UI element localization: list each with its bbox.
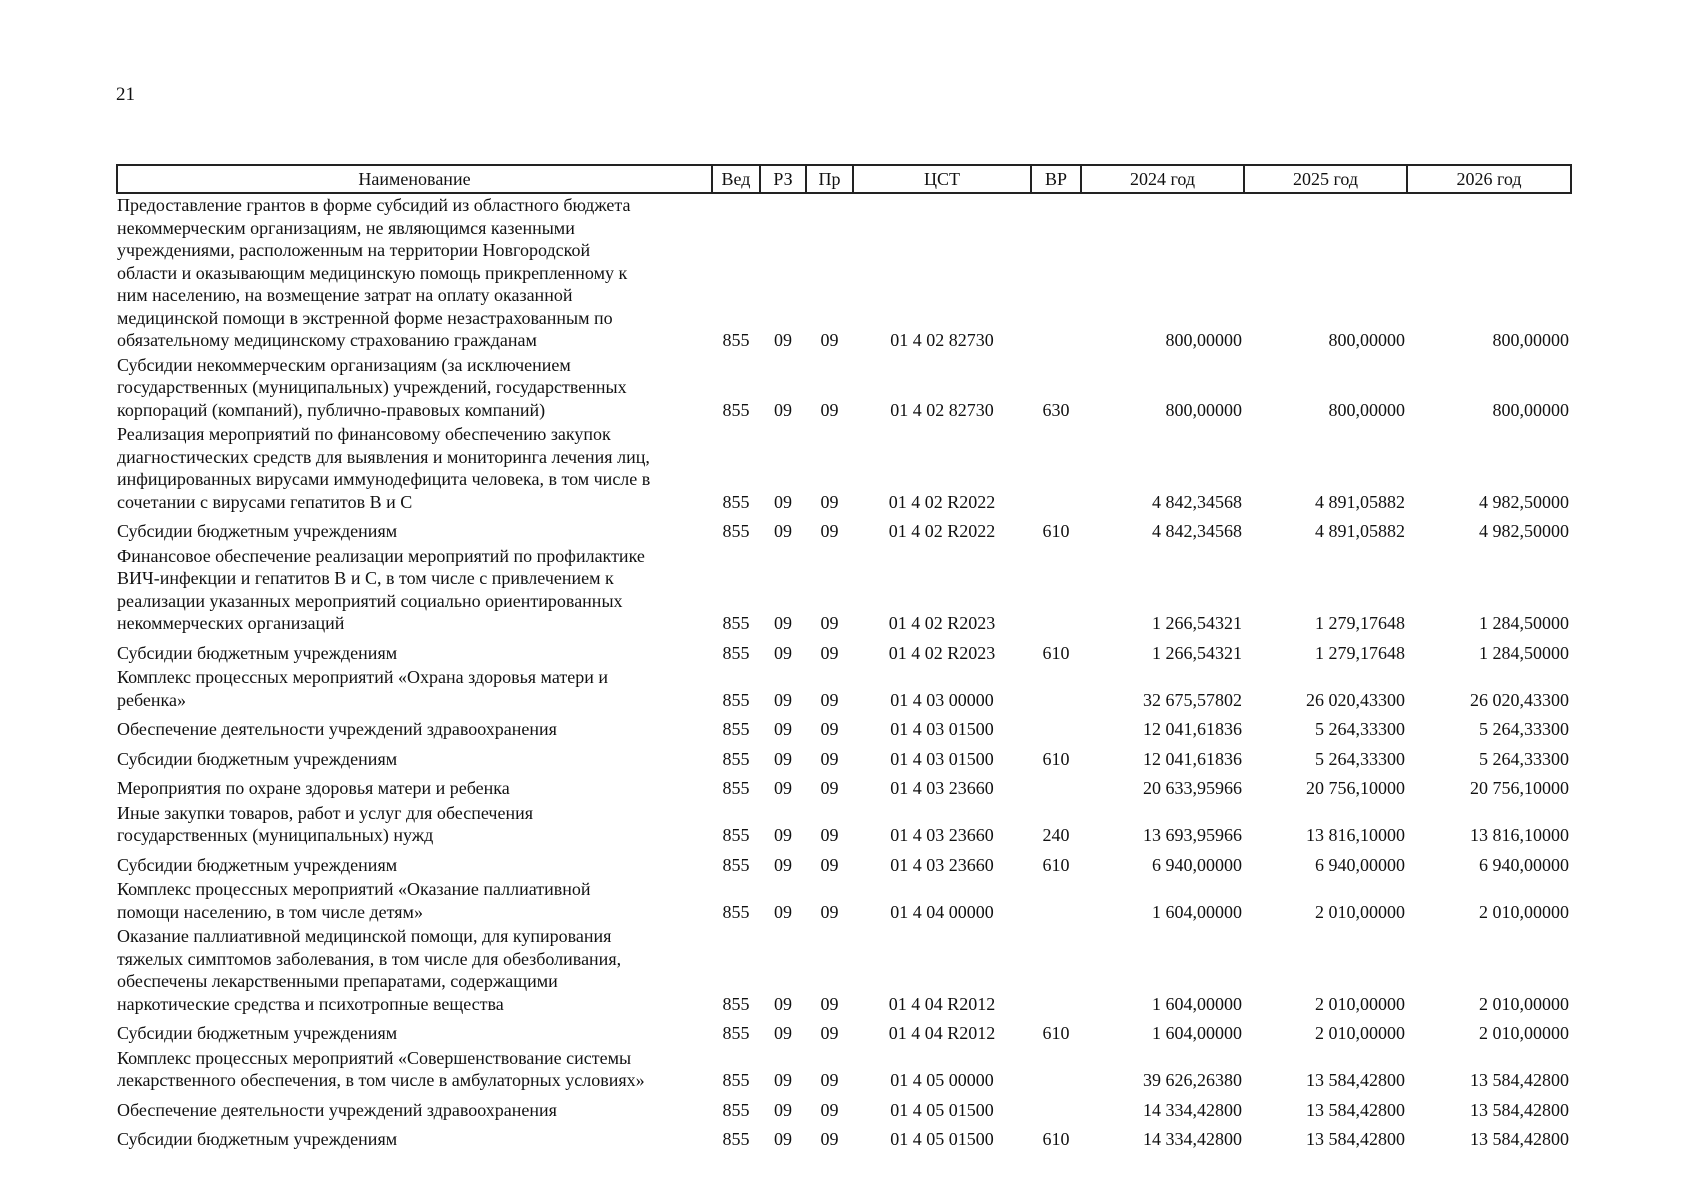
row-name-text: Субсидии бюджетным учреждениям xyxy=(117,748,398,769)
row-pr: 09 xyxy=(820,491,839,512)
row-2025-amount: 13 584,42800 xyxy=(1306,1070,1405,1090)
table-row xyxy=(117,713,1571,743)
row-ved: 855 xyxy=(722,642,750,663)
row-name xyxy=(117,637,712,667)
row-name xyxy=(117,545,712,637)
row-pr: 09 xyxy=(820,854,839,875)
header-ved: Вед xyxy=(712,165,760,193)
row-ved: 855 xyxy=(722,854,750,875)
header-vr: ВР xyxy=(1031,165,1081,193)
row-2026-amount: 6 940,00000 xyxy=(1479,854,1569,875)
row-name xyxy=(117,193,712,354)
row-ved: 855 xyxy=(722,491,750,512)
row-2025-amount: 2 010,00000 xyxy=(1315,901,1405,922)
row-rz: 09 xyxy=(774,1099,792,1120)
row-name-text: Реализация мероприятий по финансовому обеспечению закупок диагностических средств для выявления и мониторинга лечения лиц, инфицированных вирусами иммунодефицита человека, в том числе в сочетании с вирусами гепатитов В и С xyxy=(117,424,651,512)
header-2024: 2024 год xyxy=(1081,165,1244,193)
row-2025-amount: 13 584,42800 xyxy=(1306,1129,1405,1149)
row-rz: 09 xyxy=(774,993,792,1014)
row-ved: 855 xyxy=(722,1129,750,1149)
row-pr: 09 xyxy=(820,825,839,845)
row-cst: 01 4 03 23660 xyxy=(890,778,994,798)
row-rz: 09 xyxy=(774,491,792,512)
row-name-text: Предоставление грантов в форме субсидий из областного бюджета некоммерческим организациям, не являющимся казенными учреждениями, расположенным на территории Новгородской области и оказывающим медицинскую помощь прикрепленному к ним населению, на возмещение затрат на оплату оказанной медицинской помощи в экстренной форме незастрахованным по обязательному медицинскому страхованию гражданам xyxy=(117,195,631,350)
page-number: 21 xyxy=(116,84,135,105)
row-2025-amount: 1 279,17648 xyxy=(1315,613,1405,633)
row-cst: 01 4 02 R2023 xyxy=(888,642,996,663)
table-row xyxy=(117,1094,1571,1124)
row-ved: 855 xyxy=(722,399,750,420)
row-pr: 09 xyxy=(820,901,839,922)
row-rz: 09 xyxy=(774,748,792,769)
row-name xyxy=(117,743,712,773)
row-pr: 09 xyxy=(820,521,839,541)
row-cst: 01 4 03 23660 xyxy=(890,854,994,875)
table-row xyxy=(117,1047,1571,1094)
header-2026: 2026 год xyxy=(1407,165,1571,193)
row-rz: 09 xyxy=(774,330,792,350)
row-name-text: Субсидии бюджетным учреждениям xyxy=(117,854,398,875)
row-2026-amount: 4 982,50000 xyxy=(1479,491,1569,512)
row-rz: 09 xyxy=(774,642,792,663)
row-2024-amount: 32 675,57802 xyxy=(1143,689,1242,710)
row-name xyxy=(117,772,712,802)
row-rz: 09 xyxy=(774,825,792,845)
row-ved: 855 xyxy=(722,1099,750,1120)
row-2026-amount: 13 584,42800 xyxy=(1470,1070,1569,1090)
row-pr: 09 xyxy=(820,613,839,633)
row-name-text: Комплекс процессных мероприятий «Совершенствование системы лекарственного обеспечения, в том числе в амбулаторных условиях» xyxy=(117,1047,645,1090)
row-name-text: Комплекс процессных мероприятий «Охрана здоровья матери и ребенка» xyxy=(117,667,608,710)
row-2026-amount: 1 284,50000 xyxy=(1479,613,1569,633)
row-name-text: Субсидии бюджетным учреждениям xyxy=(117,1023,398,1043)
row-pr: 09 xyxy=(820,993,839,1014)
row-vr xyxy=(1031,666,1081,713)
table-row xyxy=(117,1123,1571,1153)
row-2025-amount: 13 816,10000 xyxy=(1306,825,1405,845)
row-2026-amount: 13 816,10000 xyxy=(1470,825,1569,845)
row-name-text: Оказание паллиативной медицинской помощи, для купирования тяжелых симптомов заболевания, в том числе для обезболивания, обеспечены лекарственными препаратами, содержащими наркотические средства и психотропные вещества xyxy=(117,926,622,1014)
header-2025: 2025 год xyxy=(1244,165,1407,193)
header-cst: ЦСТ xyxy=(853,165,1031,193)
row-2025-amount: 20 756,10000 xyxy=(1306,778,1405,798)
row-name xyxy=(117,802,712,849)
table-row xyxy=(117,925,1571,1017)
row-ved: 855 xyxy=(722,748,750,769)
row-cst: 01 4 05 00000 xyxy=(890,1070,994,1090)
row-pr: 09 xyxy=(820,399,839,420)
table-row xyxy=(117,772,1571,802)
row-vr: 630 xyxy=(1042,399,1070,420)
row-cst: 01 4 03 01500 xyxy=(890,748,994,769)
table-row xyxy=(117,354,1571,424)
row-2024-amount: 12 041,61836 xyxy=(1143,748,1242,769)
row-2026-amount: 4 982,50000 xyxy=(1479,521,1569,541)
row-pr: 09 xyxy=(820,748,839,769)
row-pr: 09 xyxy=(820,1099,839,1120)
row-name-text: Субсидии бюджетным учреждениям xyxy=(117,521,398,541)
table-row xyxy=(117,423,1571,515)
row-2026-amount: 26 020,43300 xyxy=(1470,689,1569,710)
row-2026-amount: 20 756,10000 xyxy=(1470,778,1569,798)
row-name-text: Субсидии бюджетным учреждениям xyxy=(117,1129,398,1149)
row-rz: 09 xyxy=(774,778,792,798)
table-row xyxy=(117,193,1571,354)
row-2024-amount: 800,00000 xyxy=(1165,399,1242,420)
row-cst: 01 4 03 01500 xyxy=(890,719,994,739)
row-ved: 855 xyxy=(722,1023,750,1043)
row-2025-amount: 5 264,33300 xyxy=(1315,719,1405,739)
row-vr xyxy=(1031,1094,1081,1124)
row-ved: 855 xyxy=(722,1070,750,1090)
row-cst: 01 4 03 00000 xyxy=(890,689,994,710)
row-vr: 610 xyxy=(1042,642,1070,663)
row-2025-amount: 800,00000 xyxy=(1328,330,1405,350)
row-rz: 09 xyxy=(774,399,792,420)
row-2024-amount: 14 334,42800 xyxy=(1143,1099,1242,1120)
row-vr xyxy=(1031,713,1081,743)
row-name xyxy=(117,1123,712,1153)
row-2024-amount: 4 842,34568 xyxy=(1152,491,1242,512)
row-rz: 09 xyxy=(774,613,792,633)
header-pr: Пр xyxy=(806,165,853,193)
row-vr xyxy=(1031,772,1081,802)
row-vr: 240 xyxy=(1042,825,1070,845)
row-2025-amount: 6 940,00000 xyxy=(1315,854,1405,875)
budget-table xyxy=(116,164,1572,1153)
row-rz: 09 xyxy=(774,521,792,541)
row-vr: 610 xyxy=(1042,854,1070,875)
row-cst: 01 4 02 82730 xyxy=(890,399,994,420)
row-name xyxy=(117,666,712,713)
table-header xyxy=(117,165,1571,193)
row-cst: 01 4 02 R2023 xyxy=(888,613,996,633)
row-rz: 09 xyxy=(774,854,792,875)
table-row xyxy=(117,743,1571,773)
row-vr: 610 xyxy=(1042,748,1070,769)
row-2025-amount: 4 891,05882 xyxy=(1315,491,1405,512)
row-2024-amount: 1 266,54321 xyxy=(1152,613,1242,633)
row-2026-amount: 1 284,50000 xyxy=(1479,642,1569,663)
table-row xyxy=(117,515,1571,545)
row-name-text: Иные закупки товаров, работ и услуг для обеспечения государственных (муниципальных) нужд xyxy=(117,802,533,845)
row-rz: 09 xyxy=(774,1129,792,1149)
row-vr: 610 xyxy=(1042,1023,1070,1043)
row-rz: 09 xyxy=(774,1023,792,1043)
row-name xyxy=(117,1017,712,1047)
row-name xyxy=(117,849,712,879)
row-2024-amount: 1 604,00000 xyxy=(1152,1023,1242,1043)
row-2024-amount: 12 041,61836 xyxy=(1143,719,1242,739)
row-ved: 855 xyxy=(722,825,750,845)
row-rz: 09 xyxy=(774,1070,792,1090)
row-pr: 09 xyxy=(820,330,839,350)
row-pr: 09 xyxy=(820,642,839,663)
table-row xyxy=(117,878,1571,925)
row-name-text: Обеспечение деятельности учреждений здравоохранения xyxy=(117,719,557,739)
row-2024-amount: 1 604,00000 xyxy=(1152,993,1242,1014)
row-cst: 01 4 05 01500 xyxy=(890,1099,994,1120)
row-rz: 09 xyxy=(774,689,792,710)
row-ved: 855 xyxy=(722,901,750,922)
row-cst: 01 4 02 82730 xyxy=(890,330,994,350)
row-2026-amount: 2 010,00000 xyxy=(1479,1023,1569,1043)
row-name xyxy=(117,515,712,545)
row-2024-amount: 800,00000 xyxy=(1165,330,1242,350)
table-row xyxy=(117,1017,1571,1047)
row-2024-amount: 4 842,34568 xyxy=(1152,521,1242,541)
row-ved: 855 xyxy=(722,778,750,798)
table-row xyxy=(117,849,1571,879)
row-name-text: Мероприятия по охране здоровья матери и ребенка xyxy=(117,778,510,798)
row-cst: 01 4 05 01500 xyxy=(890,1129,994,1149)
row-rz: 09 xyxy=(774,901,792,922)
row-2025-amount: 13 584,42800 xyxy=(1306,1099,1405,1120)
row-2025-amount: 800,00000 xyxy=(1328,399,1405,420)
table-row xyxy=(117,637,1571,667)
row-vr xyxy=(1031,878,1081,925)
row-pr: 09 xyxy=(820,1129,839,1149)
row-name-text: Субсидии бюджетным учреждениям xyxy=(117,642,398,663)
row-ved: 855 xyxy=(722,719,750,739)
row-ved: 855 xyxy=(722,613,750,633)
row-name xyxy=(117,925,712,1017)
row-vr xyxy=(1031,545,1081,637)
row-ved: 855 xyxy=(722,330,750,350)
row-name-text: Субсидии некоммерческим организациям (за исключением государственных (муниципальных) учреждений, государственных корпораций (компаний), публично-правовых компаний) xyxy=(117,354,627,420)
row-rz: 09 xyxy=(774,719,792,739)
row-2025-amount: 1 279,17648 xyxy=(1315,642,1405,663)
row-pr: 09 xyxy=(820,778,839,798)
row-2025-amount: 5 264,33300 xyxy=(1315,748,1405,769)
row-2026-amount: 5 264,33300 xyxy=(1479,748,1569,769)
row-2024-amount: 1 604,00000 xyxy=(1152,901,1242,922)
row-vr xyxy=(1031,925,1081,1017)
row-name xyxy=(117,354,712,424)
row-name-text: Финансовое обеспечение реализации мероприятий по профилактике ВИЧ-инфекции и гепатитов В и С, в том числе с привлечением к реализации указанных мероприятий социально ориентированных некоммерческих организаций xyxy=(117,545,645,633)
row-cst: 01 4 02 R2022 xyxy=(888,521,996,541)
row-ved: 855 xyxy=(722,689,750,710)
row-name xyxy=(117,713,712,743)
row-2026-amount: 800,00000 xyxy=(1492,330,1569,350)
row-2025-amount: 2 010,00000 xyxy=(1315,993,1405,1014)
table-row xyxy=(117,666,1571,713)
row-cst: 01 4 02 R2022 xyxy=(888,491,996,512)
row-2025-amount: 2 010,00000 xyxy=(1315,1023,1405,1043)
header-name: Наименование xyxy=(117,165,712,193)
row-2024-amount: 39 626,26380 xyxy=(1143,1070,1242,1090)
row-vr xyxy=(1031,1047,1081,1094)
row-cst: 01 4 04 00000 xyxy=(890,901,994,922)
row-cst: 01 4 03 23660 xyxy=(890,825,994,845)
row-vr: 610 xyxy=(1042,1129,1070,1149)
row-2026-amount: 5 264,33300 xyxy=(1479,719,1569,739)
row-vr: 610 xyxy=(1042,521,1070,541)
row-2024-amount: 6 940,00000 xyxy=(1152,854,1242,875)
header-rz: РЗ xyxy=(760,165,806,193)
row-2026-amount: 2 010,00000 xyxy=(1479,993,1569,1014)
row-ved: 855 xyxy=(722,993,750,1014)
row-pr: 09 xyxy=(820,1023,839,1043)
row-cst: 01 4 04 R2012 xyxy=(888,1023,996,1043)
row-cst: 01 4 04 R2012 xyxy=(888,993,996,1014)
row-2026-amount: 2 010,00000 xyxy=(1479,901,1569,922)
table-row xyxy=(117,545,1571,637)
row-name-text: Комплекс процессных мероприятий «Оказание паллиативной помощи населению, в том числе детям» xyxy=(117,879,591,922)
row-2024-amount: 13 693,95966 xyxy=(1143,825,1242,845)
row-2024-amount: 14 334,42800 xyxy=(1143,1129,1242,1149)
row-2024-amount: 1 266,54321 xyxy=(1152,642,1242,663)
row-2025-amount: 4 891,05882 xyxy=(1315,521,1405,541)
row-2025-amount: 26 020,43300 xyxy=(1306,689,1405,710)
row-2026-amount: 13 584,42800 xyxy=(1470,1129,1569,1149)
row-vr xyxy=(1031,423,1081,515)
row-name xyxy=(117,423,712,515)
row-2026-amount: 13 584,42800 xyxy=(1470,1099,1569,1120)
table-body xyxy=(117,193,1571,1153)
row-pr: 09 xyxy=(820,1070,839,1090)
row-2026-amount: 800,00000 xyxy=(1492,399,1569,420)
row-name xyxy=(117,878,712,925)
row-vr xyxy=(1031,193,1081,354)
row-2024-amount: 20 633,95966 xyxy=(1143,778,1242,798)
row-name xyxy=(117,1094,712,1124)
row-pr: 09 xyxy=(820,689,839,710)
row-ved: 855 xyxy=(722,521,750,541)
row-name-text: Обеспечение деятельности учреждений здравоохранения xyxy=(117,1099,557,1120)
table-row xyxy=(117,802,1571,849)
row-pr: 09 xyxy=(820,719,839,739)
row-name xyxy=(117,1047,712,1094)
